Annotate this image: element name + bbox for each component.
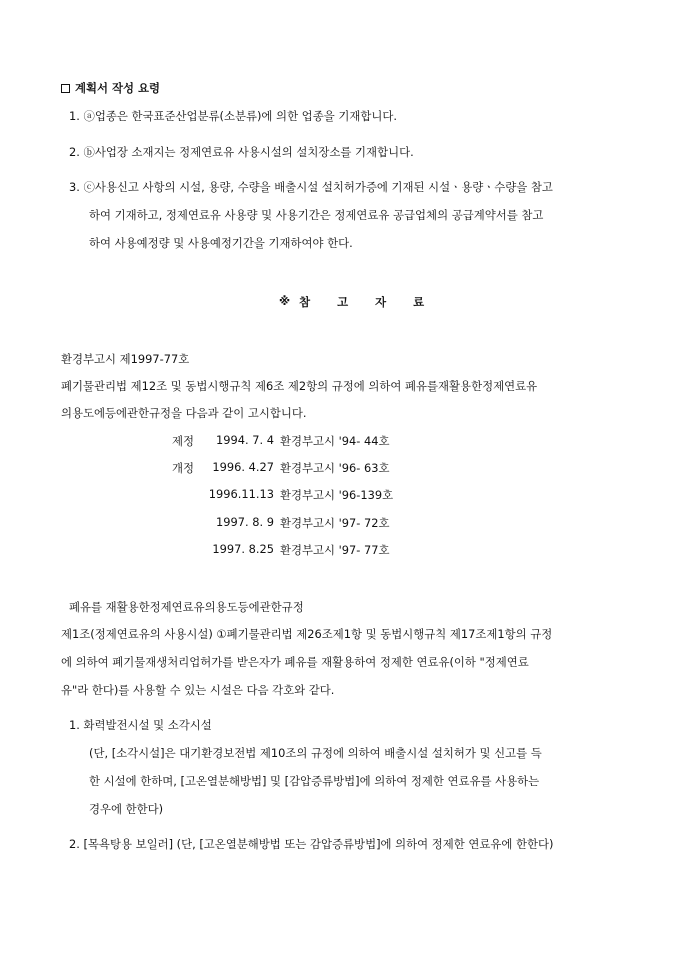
reference-title-char: 참: [299, 295, 311, 309]
history-row: [172, 515, 390, 531]
article1-line2: 에 의하여 폐기물재생처리업허가를 받은자가 폐유를 재활용하여 정제한 연료유(이하 "정제연료: [61, 655, 529, 669]
history-label: 제정: [172, 434, 195, 448]
article1-item1-note-line1: (단, [소각시설]은 대기환경보전법 제10조의 규정에 의하여 배출시설 설치허가 및 신고를 득: [89, 746, 542, 760]
history-date: 1996. 4.27: [212, 460, 274, 474]
history-row: [172, 487, 393, 503]
reference-title: [279, 294, 424, 310]
history-date: 1997. 8. 9: [216, 515, 274, 529]
history-ref: 환경부고시 '96-139호: [280, 488, 394, 502]
history-ref: 환경부고시 '97- 77호: [280, 543, 390, 557]
reference-title-char: 고: [337, 295, 349, 309]
article1-line3: 유"라 한다)를 사용할 수 있는 시설은 다음 각호와 같다.: [61, 683, 335, 697]
checkbox-square-icon: [61, 84, 70, 93]
history-label: [172, 487, 202, 503]
history-label: [172, 542, 202, 558]
reference-title-char: 자: [375, 295, 387, 309]
history-row: [172, 542, 390, 558]
notice-intro-line1: 폐기물관리법 제12조 및 동법시행규칙 제6조 제2항의 규정에 의하여 폐유를재활용한정제연료유: [61, 379, 538, 393]
history-date: 1996.11.13: [208, 487, 274, 501]
article1-line1: 제1조(정제연료유의 사용시설) ①폐기물관리법 제26조제1항 및 동법시행규칙 제17조제1항의 규정: [61, 627, 553, 641]
section-title: 계획서 작성 요령: [75, 81, 160, 95]
article1-item1-title: 1. 화력발전시설 및 소각시설: [69, 718, 212, 732]
instruction-item-3-line3: 하여 사용예정량 및 사용예정기간을 기재하여야 한다.: [89, 236, 353, 250]
regulation-title: 폐유를 재활용한정제연료유의용도등에관한규정: [69, 600, 304, 614]
history-date: 1994. 7. 4: [216, 433, 274, 447]
instruction-item-3-line1: 3. ⓒ사용신고 사항의 시설, 용량, 수량을 배출시설 설치허가증에 기재된 시설ㆍ용량ㆍ수량을 참고: [69, 180, 553, 194]
article1-item2: 2. [목욕탕용 보일러] (단, [고온열분해방법 또는 감압증류방법]에 의하여 정제한 연료유에 한한다): [69, 837, 554, 851]
notice-intro-line2: 의용도에등에관한규정을 다음과 같이 고시합니다.: [61, 406, 307, 420]
instruction-item-3-line2: 하여 기재하고, 정제연료유 사용량 및 사용기간은 정제연료유 공급업체의 공급계약서를 참고: [89, 208, 544, 222]
history-ref: 환경부고시 '94- 44호: [280, 434, 390, 448]
article1-item1-note-line2: 한 시설에 한하며, [고온열분해방법] 및 [감압증류방법]에 의하여 정제한 연료유를 사용하는: [89, 774, 540, 788]
history-ref: 환경부고시 '96- 63호: [280, 461, 390, 475]
history-row: [172, 460, 390, 476]
notice-number: 환경부고시 제1997-77호: [61, 352, 190, 366]
history-label: [172, 515, 202, 531]
article1-item1-note-line3: 경우에 한한다): [89, 802, 164, 816]
history-label: 개정: [172, 461, 195, 475]
instruction-item-2: 2. ⓑ사업장 소재지는 정제연료유 사용시설의 설치장소를 기재합니다.: [69, 145, 414, 159]
history-ref: 환경부고시 '97- 72호: [280, 516, 390, 530]
section-heading: [61, 80, 160, 96]
history-date: 1997. 8.25: [212, 542, 274, 556]
reference-title-char: 료: [413, 295, 425, 309]
instruction-item-1: 1. ⓐ업종은 한국표준산업분류(소분류)에 의한 업종을 기재합니다.: [69, 109, 397, 123]
history-row: [172, 433, 390, 449]
reference-mark-icon: ※: [279, 294, 291, 308]
